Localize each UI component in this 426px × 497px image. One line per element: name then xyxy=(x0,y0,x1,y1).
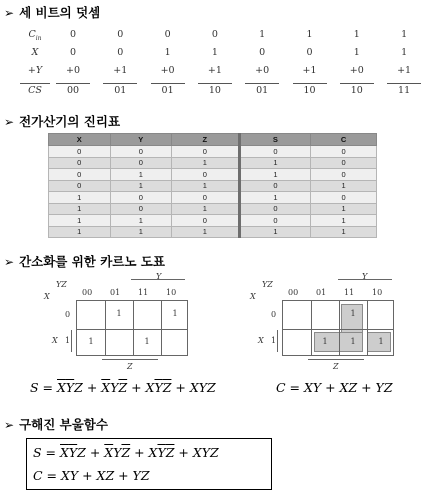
table-cell: 0 xyxy=(172,215,239,227)
table-cell: 1 xyxy=(239,192,311,204)
kmap-grid xyxy=(282,300,394,356)
section-title-text: 구해진 부울함수 xyxy=(19,417,108,432)
table-cell: 1 xyxy=(110,180,172,192)
table-row xyxy=(49,169,377,181)
table-cell: 0 xyxy=(110,192,172,204)
kmap-column-header: 01 xyxy=(316,288,327,297)
addition-digit: 0 xyxy=(69,47,77,58)
kmap-grid xyxy=(76,300,188,356)
table-cell: 1 xyxy=(311,226,377,238)
table-cell: 1 xyxy=(239,157,311,169)
table-cell: 0 xyxy=(49,180,111,192)
addition-column xyxy=(239,22,285,96)
addition-digit: +1 xyxy=(397,65,412,76)
table-cell: 1 xyxy=(239,226,311,238)
table-row xyxy=(49,226,377,238)
kmap-gridline xyxy=(133,301,134,355)
arrow-bullet-icon: ➢ xyxy=(4,255,15,269)
truth-table-header: C xyxy=(311,134,377,146)
section-title-text: 전가산기의 진리표 xyxy=(19,114,121,129)
table-cell: 0 xyxy=(311,157,377,169)
addition-digit: 11 xyxy=(398,85,411,96)
addition-column xyxy=(381,22,426,96)
table-cell: 1 xyxy=(49,215,111,227)
kmap-gridline xyxy=(339,301,340,355)
table-cell: 1 xyxy=(172,180,239,192)
table-cell: 1 xyxy=(172,157,239,169)
kmap-gridline xyxy=(105,301,106,355)
kmap-column-header: 10 xyxy=(372,288,383,297)
kmap-y-bracket xyxy=(338,279,392,280)
addition-column xyxy=(50,22,96,96)
table-cell: 0 xyxy=(172,169,239,181)
kmap-z-bracket xyxy=(102,359,158,360)
kmap-yz-label: YZ xyxy=(56,280,67,289)
kmap-cell-value: 1 xyxy=(172,309,178,318)
kmap-cell-value: 1 xyxy=(378,337,384,346)
addition-digit: +1 xyxy=(113,65,128,76)
table-cell: 1 xyxy=(49,192,111,204)
addition-label: $C_{in}$ xyxy=(28,29,42,42)
truth-table-header: X xyxy=(49,134,111,146)
addition-digit: 0 xyxy=(69,29,77,40)
kmap-column-header: 01 xyxy=(110,288,121,297)
addition-digit: +1 xyxy=(302,65,317,76)
addition-digit: 01 xyxy=(256,85,269,96)
addition-column xyxy=(334,22,380,96)
kmap-gridline xyxy=(77,329,187,330)
kmap-yz-label: YZ xyxy=(262,280,273,289)
kmap-gridline xyxy=(367,301,368,355)
kmap-column-header: 10 xyxy=(166,288,177,297)
section-title-kmap xyxy=(4,252,165,270)
arrow-bullet-icon: ➢ xyxy=(4,6,15,20)
addition-digit: +0 xyxy=(255,65,270,76)
addition-rule xyxy=(387,83,421,84)
kmap-s xyxy=(30,270,210,375)
section-title-truth-table xyxy=(4,112,120,130)
addition-digit: 0 xyxy=(306,47,313,58)
addition-digit: 10 xyxy=(350,85,363,96)
table-cell: 1 xyxy=(49,203,111,215)
addition-column xyxy=(97,22,143,96)
kmap-x-label: X xyxy=(44,292,50,301)
kmap-gridline xyxy=(161,301,162,355)
kmap-x-row-label: X xyxy=(52,336,58,345)
table-cell: 1 xyxy=(172,203,239,215)
kmap-x-bracket xyxy=(71,330,72,352)
kmap-gridline xyxy=(311,301,312,355)
kmap-y-bracket xyxy=(131,279,185,280)
addition-digit: 0 xyxy=(211,29,218,40)
section-title-text: 간소화를 위한 카르노 도표 xyxy=(19,254,165,269)
table-cell: 0 xyxy=(110,203,172,215)
kmap-cell-value: 1 xyxy=(88,337,94,346)
table-row xyxy=(49,215,377,227)
kmap-x-bracket xyxy=(277,330,278,352)
addition-rule xyxy=(103,83,137,84)
addition-digit: +1 xyxy=(207,65,222,76)
table-row xyxy=(49,157,377,169)
table-cell: 0 xyxy=(49,146,111,158)
kmap-cell-value: 1 xyxy=(322,337,328,346)
table-cell: 1 xyxy=(311,180,377,192)
addition-rule xyxy=(151,83,185,84)
kmap-row-0-label: 0 xyxy=(271,310,277,319)
table-cell: 0 xyxy=(110,157,172,169)
kmap-row-0-label: 0 xyxy=(65,310,71,319)
kmap-z-label: Z xyxy=(333,362,339,371)
section-title-three-bit-add xyxy=(4,3,100,21)
table-cell: 1 xyxy=(311,215,377,227)
addition-rule xyxy=(56,83,90,84)
table-cell: 1 xyxy=(239,169,311,181)
addition-digit: 1 xyxy=(259,29,266,40)
kmap-x-label: X xyxy=(250,292,256,301)
table-cell: 1 xyxy=(49,226,111,238)
addition-digit: 10 xyxy=(303,85,316,96)
addition-label: X xyxy=(31,47,39,58)
addition-digit: 1 xyxy=(164,47,171,58)
kmap-gridline xyxy=(283,329,393,330)
kmap-c xyxy=(238,270,418,375)
addition-column xyxy=(287,22,333,96)
kmap-y-label: Y xyxy=(362,272,368,281)
table-cell: 1 xyxy=(172,226,239,238)
table-row xyxy=(49,180,377,192)
table-cell: 1 xyxy=(110,215,172,227)
addition-rule xyxy=(340,83,374,84)
addition-column xyxy=(145,22,191,96)
truth-table xyxy=(48,133,377,238)
kmap-column-header: 11 xyxy=(138,288,149,297)
section-title-text: 세 비트의 덧셈 xyxy=(19,5,101,20)
table-row xyxy=(49,192,377,204)
kmap-z-label: Z xyxy=(127,362,133,371)
kmap-x-row-label: X xyxy=(258,336,264,345)
addition-column xyxy=(192,22,238,96)
addition-digit: +0 xyxy=(349,65,364,76)
truth-table-header: Z xyxy=(172,134,239,146)
result-formula-c: C = XY + XZ + YZ xyxy=(33,468,150,483)
addition-rule xyxy=(293,83,327,84)
addition-rule xyxy=(245,83,279,84)
kmap-cell-value: 1 xyxy=(116,309,122,318)
table-cell: 0 xyxy=(311,146,377,158)
addition-digit: 0 xyxy=(117,29,124,40)
table-cell: 1 xyxy=(110,226,172,238)
kmap-column-header: 11 xyxy=(344,288,355,297)
table-cell: 1 xyxy=(311,203,377,215)
kmap-y-label: Y xyxy=(156,272,162,281)
result-box xyxy=(26,438,272,490)
addition-digit: 01 xyxy=(161,85,174,96)
kmap-row-1-label: 1 xyxy=(65,336,71,345)
addition-digit: 0 xyxy=(117,47,124,58)
addition-digit: +0 xyxy=(160,65,175,76)
addition-digit: 1 xyxy=(211,47,218,58)
addition-digit: 1 xyxy=(306,29,313,40)
kmap-column-header: 00 xyxy=(82,288,93,297)
addition-digit: 1 xyxy=(401,47,408,58)
formula-s: $S = \overline{X}\overline{Y}Z + \overline{X}Y\overline{Z} + X\overline{Y}\overline{Z}$ + XYZ xyxy=(30,380,216,395)
addition-digit: 10 xyxy=(208,85,221,96)
addition-digit: +0 xyxy=(65,65,80,76)
kmap-z-bracket xyxy=(308,359,364,360)
addition-digit: 1 xyxy=(401,29,408,40)
kmap-cell-value: 1 xyxy=(144,337,150,346)
kmap-column-header: 00 xyxy=(288,288,299,297)
table-cell: 0 xyxy=(311,192,377,204)
addition-digit: 0 xyxy=(259,47,266,58)
formula-c: C = XY + XZ + YZ xyxy=(276,380,393,395)
result-formula-s-lhs: S = xyxy=(33,445,57,460)
table-cell: 0 xyxy=(49,169,111,181)
table-cell: 0 xyxy=(239,180,311,192)
table-cell: 0 xyxy=(239,146,311,158)
truth-table-header: Y xyxy=(110,134,172,146)
addition-label: CS xyxy=(28,85,42,96)
table-cell: 0 xyxy=(239,215,311,227)
section-title-boolean-function xyxy=(4,415,108,433)
table-row xyxy=(49,203,377,215)
table-cell: 0 xyxy=(172,192,239,204)
addition-label: +Y xyxy=(27,65,43,76)
addition-digit: 1 xyxy=(353,47,360,58)
arrow-bullet-icon: ➢ xyxy=(4,418,15,432)
table-cell: 0 xyxy=(239,203,311,215)
addition-digit: 0 xyxy=(164,29,171,40)
addition-digit: 00 xyxy=(66,85,80,96)
table-cell: 0 xyxy=(311,169,377,181)
kmap-cell-value: 1 xyxy=(350,309,356,318)
result-formula-s: $S = \overline{X}\overline{Y}Z + \overline{X}Y\overline{Z} + X\overline{Y}\overline{Z}$ + XYZ xyxy=(33,445,219,460)
table-row xyxy=(49,146,377,158)
truth-table-header: S xyxy=(239,134,311,146)
kmap-row-1-label: 1 xyxy=(271,336,277,345)
addition-rule xyxy=(198,83,232,84)
table-cell: 0 xyxy=(110,146,172,158)
addition-digit: 01 xyxy=(114,85,127,96)
arrow-bullet-icon: ➢ xyxy=(4,115,15,129)
formula-s-lhs: S = xyxy=(30,380,54,395)
table-cell: 0 xyxy=(49,157,111,169)
table-cell: 1 xyxy=(110,169,172,181)
table-cell: 0 xyxy=(172,146,239,158)
kmap-cell-value: 1 xyxy=(350,337,356,346)
addition-digit: 1 xyxy=(353,29,360,40)
addition-rule xyxy=(20,83,50,84)
